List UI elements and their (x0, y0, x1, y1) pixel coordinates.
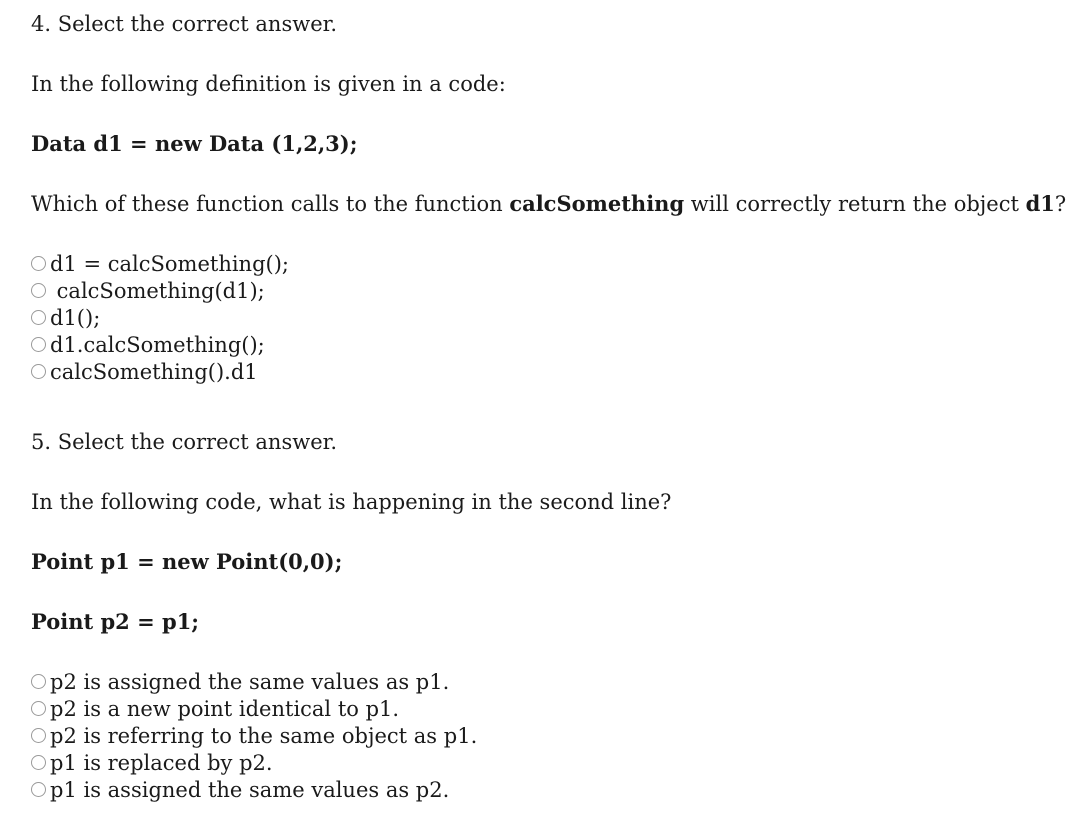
option-label: p2 is assigned the same values as p1. (50, 669, 450, 694)
option-label: p1 is assigned the same values as p2. (50, 777, 450, 802)
option-label: d1 = calcSomething(); (50, 251, 289, 276)
radio-button[interactable] (31, 782, 46, 797)
q4-question-mid: will correctly return the object (684, 192, 1026, 216)
q5-code-line-2: Point p2 = p1; (31, 609, 200, 634)
q5-option-4[interactable] (31, 749, 273, 776)
q5-option-3[interactable] (31, 722, 477, 749)
q4-heading: 4. Select the correct answer. (31, 12, 338, 36)
q5-code-line-1: Point p1 = new Point(0,0); (31, 549, 343, 574)
option-label: calcSomething(d1); (50, 278, 265, 303)
option-label: d1(); (50, 305, 101, 330)
q4-code: Data d1 = new Data (1,2,3); (31, 131, 358, 156)
radio-button[interactable] (31, 728, 46, 743)
q4-option-2[interactable] (31, 277, 265, 304)
radio-button[interactable] (31, 310, 46, 325)
q4-question-function: calcSomething (509, 191, 685, 216)
q4-question-end: ? (1054, 192, 1066, 216)
q5-intro: In the following code, what is happening in the second line? (31, 490, 672, 514)
q4-option-5[interactable] (31, 358, 258, 385)
q5-option-2[interactable] (31, 695, 399, 722)
radio-button[interactable] (31, 364, 46, 379)
radio-button[interactable] (31, 674, 46, 689)
q5-heading: 5. Select the correct answer. (31, 430, 338, 454)
option-label: p2 is referring to the same object as p1. (50, 723, 478, 748)
q4-question-object: d1 (1025, 191, 1055, 216)
q4-question (31, 191, 1066, 217)
q4-option-1[interactable] (31, 250, 289, 277)
q5-option-1[interactable] (31, 668, 449, 695)
radio-button[interactable] (31, 701, 46, 716)
radio-button[interactable] (31, 283, 46, 298)
option-label: d1.calcSomething(); (50, 332, 265, 357)
option-label: p2 is a new point identical to p1. (50, 696, 400, 721)
radio-button[interactable] (31, 337, 46, 352)
option-label: calcSomething().d1 (50, 359, 258, 384)
q5-option-5[interactable] (31, 776, 449, 803)
radio-button[interactable] (31, 755, 46, 770)
option-label: p1 is replaced by p2. (50, 750, 273, 775)
q4-option-3[interactable] (31, 304, 100, 331)
radio-button[interactable] (31, 256, 46, 271)
q4-question-pre: Which of these function calls to the function (31, 192, 510, 216)
q4-intro: In the following definition is given in a code: (31, 72, 506, 96)
q4-option-4[interactable] (31, 331, 265, 358)
